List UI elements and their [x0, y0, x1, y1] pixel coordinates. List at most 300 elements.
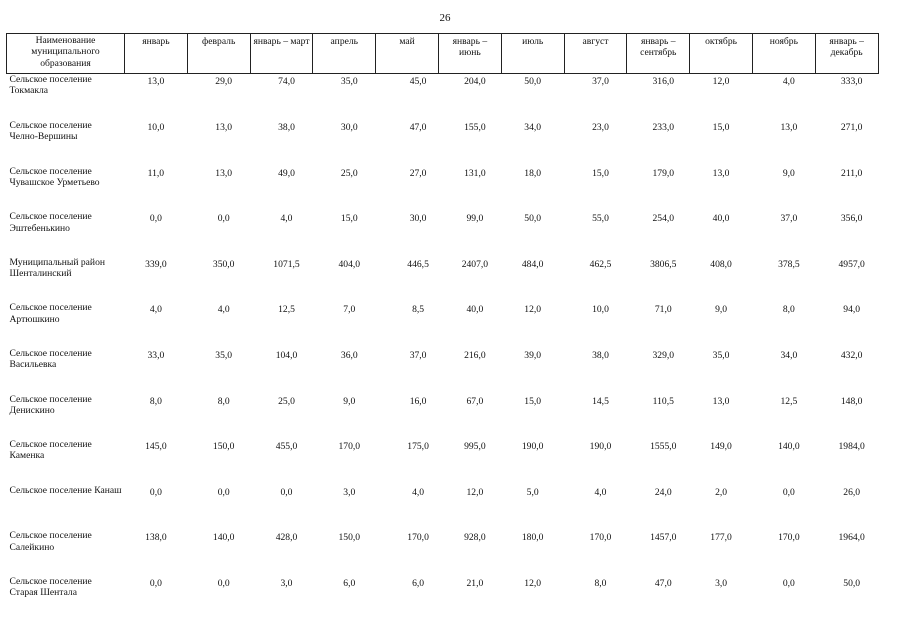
- data-table: [6, 33, 879, 622]
- row-value: 34,0: [524, 122, 542, 133]
- row-value: 170,0: [778, 532, 800, 544]
- row-value-cell: [501, 257, 564, 303]
- row-value: 204,0: [464, 76, 486, 87]
- row-value: 13,0: [147, 76, 165, 87]
- row-value-cell: [501, 120, 564, 166]
- row-value-cell: [690, 120, 753, 166]
- row-value: 138,0: [145, 532, 167, 544]
- row-value: 12,0: [524, 304, 542, 316]
- row-value: 3,0: [280, 577, 293, 589]
- row-value-cell: [313, 211, 376, 257]
- row-value: 339,0: [145, 258, 167, 270]
- table-row: [7, 74, 879, 121]
- row-name: Муниципальный район Шенталинский: [9, 256, 105, 280]
- row-value: 0,0: [782, 486, 795, 498]
- row-value-cell: [376, 257, 439, 303]
- row-value: 254,0: [652, 213, 675, 225]
- table-row: [7, 120, 879, 166]
- row-value: 0,0: [782, 577, 795, 589]
- row-value: 24,0: [654, 486, 672, 498]
- row-name: Сельское поселение Челно-Вершины: [9, 120, 92, 143]
- row-value-cell: [627, 257, 690, 303]
- column-header-month: октябрь: [690, 34, 753, 74]
- column-header-month: январь – март: [250, 34, 313, 74]
- row-value-cell: [376, 211, 439, 257]
- row-value-cell: [564, 257, 627, 303]
- row-value-cell: [564, 394, 627, 440]
- row-value: 13,0: [780, 122, 798, 133]
- row-value-cell: [376, 166, 439, 212]
- row-value: 190,0: [521, 441, 544, 453]
- row-value: 13,0: [712, 167, 730, 179]
- row-name: Сельское поселение Эштебенькино: [9, 211, 92, 234]
- row-value-cell: [752, 166, 815, 212]
- row-value-cell: [250, 302, 313, 348]
- row-value-cell: [815, 302, 878, 348]
- row-value-cell: [501, 394, 564, 440]
- row-value: 333,0: [840, 76, 863, 87]
- row-value-cell: [690, 257, 753, 303]
- row-value: 149,0: [710, 441, 732, 453]
- row-value-cell: [438, 348, 501, 394]
- row-value-cell: [690, 439, 753, 485]
- row-value-cell: [564, 211, 627, 257]
- row-value-cell: [313, 257, 376, 303]
- row-value-cell: [313, 439, 376, 485]
- row-value-cell: [187, 74, 250, 121]
- row-value-cell: [501, 576, 564, 622]
- row-value-cell: [564, 439, 627, 485]
- row-value-cell: [250, 439, 313, 485]
- table-row: [7, 211, 879, 257]
- row-value: 38,0: [278, 122, 295, 133]
- row-value: 16,0: [409, 395, 427, 407]
- row-value: 0,0: [149, 486, 162, 498]
- row-value: 11,0: [147, 167, 165, 179]
- table-row: [7, 257, 879, 303]
- row-value: 1964,0: [838, 532, 865, 544]
- row-value-cell: [125, 530, 188, 576]
- row-value: 45,0: [409, 76, 427, 87]
- row-value: 404,0: [338, 258, 361, 270]
- row-value-cell: [250, 166, 313, 212]
- row-value-cell: [627, 530, 690, 576]
- table-header-row: [7, 34, 879, 74]
- row-value: 271,0: [840, 122, 863, 133]
- row-value-cell: [564, 166, 627, 212]
- row-value: 26,0: [843, 486, 861, 498]
- column-header-month: май: [376, 34, 439, 74]
- row-value: 432,0: [840, 349, 863, 361]
- row-value: 29,0: [215, 76, 233, 87]
- row-value-cell: [501, 348, 564, 394]
- row-value-cell: [627, 348, 690, 394]
- row-value: 38,0: [592, 349, 609, 361]
- row-value: 12,5: [278, 304, 295, 316]
- row-value-cell: [627, 576, 690, 622]
- row-value: 27,0: [409, 167, 427, 179]
- row-value: 140,0: [778, 441, 800, 453]
- column-header-month: январь – июнь: [438, 34, 501, 74]
- row-value: 180,0: [521, 532, 544, 544]
- row-value: 170,0: [407, 532, 429, 544]
- row-value-cell: [501, 439, 564, 485]
- row-value-cell: [501, 211, 564, 257]
- row-value: 0,0: [280, 486, 293, 498]
- row-value-cell: [376, 530, 439, 576]
- row-value: 30,0: [409, 213, 427, 225]
- row-value-cell: [438, 166, 501, 212]
- row-value: 4,0: [217, 304, 230, 316]
- row-value: 140,0: [212, 532, 235, 544]
- row-value: 9,0: [782, 167, 795, 179]
- row-value: 47,0: [409, 122, 427, 133]
- column-header-month: январь – сентябрь: [627, 34, 690, 74]
- row-value-cell: [501, 74, 564, 121]
- row-value: 8,0: [594, 577, 607, 589]
- row-value: 3,0: [715, 577, 728, 589]
- row-name: Сельское поселение Каменка: [9, 439, 92, 462]
- row-value-cell: [125, 485, 188, 531]
- row-value-cell: [125, 348, 188, 394]
- row-value-cell: [250, 74, 313, 121]
- row-value-cell: [690, 211, 753, 257]
- row-value: 1555,0: [650, 441, 677, 453]
- row-value-cell: [501, 530, 564, 576]
- row-value: 35,0: [215, 349, 233, 361]
- table-body: [7, 74, 879, 622]
- row-value-cell: [376, 348, 439, 394]
- row-value: 12,0: [712, 76, 730, 87]
- row-value-cell: [187, 530, 250, 576]
- row-name: Сельское поселение Токмакла: [9, 74, 92, 97]
- row-value-cell: [125, 74, 188, 121]
- row-value: 179,0: [652, 167, 675, 179]
- row-value: 36,0: [340, 349, 358, 361]
- row-value-cell: [125, 394, 188, 440]
- row-value-cell: [752, 439, 815, 485]
- row-value-cell: [690, 302, 753, 348]
- row-value: 34,0: [780, 349, 798, 361]
- row-value: 13,0: [712, 395, 730, 407]
- row-value-cell: [690, 394, 753, 440]
- row-value-cell: [815, 257, 878, 303]
- row-value-cell: [125, 576, 188, 622]
- row-value-cell: [564, 576, 627, 622]
- row-value-cell: [690, 166, 753, 212]
- row-value: 0,0: [217, 213, 230, 225]
- row-value-cell: [376, 394, 439, 440]
- row-value-cell: [250, 530, 313, 576]
- row-value-cell: [250, 120, 313, 166]
- row-value-cell: [125, 211, 188, 257]
- row-value-cell: [187, 394, 250, 440]
- row-value: 2,0: [715, 486, 728, 498]
- row-value-cell: [815, 348, 878, 394]
- row-value: 408,0: [710, 258, 732, 270]
- row-value-cell: [438, 257, 501, 303]
- row-value: 150,0: [212, 441, 235, 453]
- row-value: 50,0: [524, 213, 542, 225]
- row-value: 10,0: [592, 304, 609, 316]
- row-value-cell: [438, 74, 501, 121]
- row-value-cell: [501, 166, 564, 212]
- row-value: 446,5: [407, 258, 429, 270]
- row-value: 216,0: [464, 349, 486, 361]
- row-value: 190,0: [589, 441, 612, 453]
- row-value-cell: [627, 211, 690, 257]
- row-name: Сельское поселение Денискино: [9, 393, 92, 416]
- row-value-cell: [752, 302, 815, 348]
- row-value: 13,0: [215, 167, 233, 179]
- row-name: Сельское поселение Артюшкино: [9, 302, 92, 325]
- row-value-cell: [564, 74, 627, 121]
- row-value-cell: [815, 576, 878, 622]
- row-value-cell: [313, 74, 376, 121]
- row-value: 356,0: [840, 213, 863, 225]
- row-value-cell: [627, 74, 690, 121]
- row-value-cell: [438, 576, 501, 622]
- row-value-cell: [752, 211, 815, 257]
- row-value-cell: [815, 485, 878, 531]
- row-value-cell: [125, 439, 188, 485]
- row-value: 0,0: [149, 577, 162, 589]
- table-row: [7, 485, 879, 531]
- row-value: 170,0: [338, 441, 361, 453]
- column-header-month: февраль: [187, 34, 250, 74]
- row-name: Сельское поселение Салейкино: [9, 530, 92, 553]
- row-value-cell: [564, 485, 627, 531]
- row-value: 150,0: [338, 532, 361, 544]
- row-value: 8,5: [412, 304, 425, 316]
- column-header-month: август: [564, 34, 627, 74]
- row-value-cell: [752, 348, 815, 394]
- row-value-cell: [438, 120, 501, 166]
- row-value-cell: [250, 576, 313, 622]
- row-value-cell: [125, 302, 188, 348]
- row-value: 148,0: [840, 395, 863, 407]
- row-value: 13,0: [215, 122, 233, 133]
- row-value: 15,0: [524, 395, 542, 407]
- row-value-cell: [187, 439, 250, 485]
- row-value: 30,0: [340, 122, 358, 133]
- row-value: 2407,0: [461, 258, 489, 270]
- row-value: 15,0: [712, 122, 730, 133]
- row-value: 7,0: [343, 304, 356, 316]
- row-value: 33,0: [147, 349, 165, 361]
- row-value-cell: [815, 530, 878, 576]
- row-value: 35,0: [712, 349, 730, 361]
- row-name: Сельское поселение Чувашское Урметьево: [9, 165, 100, 188]
- row-value-cell: [125, 120, 188, 166]
- table-row: [7, 576, 879, 622]
- row-value-cell: [250, 485, 313, 531]
- row-value-cell: [250, 348, 313, 394]
- row-value-cell: [564, 530, 627, 576]
- table-row: [7, 302, 879, 348]
- row-value: 37,0: [409, 349, 427, 361]
- row-value: 40,0: [712, 213, 730, 225]
- row-value-cell: [313, 530, 376, 576]
- row-value: 6,0: [412, 577, 425, 589]
- row-value-cell: [250, 394, 313, 440]
- row-value-cell: [187, 257, 250, 303]
- row-value: 40,0: [466, 304, 484, 316]
- row-value: 8,0: [782, 304, 795, 316]
- row-value-cell: [313, 166, 376, 212]
- row-value: 50,0: [843, 577, 861, 589]
- row-value: 6,0: [343, 577, 356, 589]
- row-value: 99,0: [466, 213, 484, 225]
- row-value-cell: [564, 348, 627, 394]
- row-value-cell: [125, 257, 188, 303]
- row-value-cell: [564, 302, 627, 348]
- table-row: [7, 348, 879, 394]
- table-row: [7, 166, 879, 212]
- row-value: 25,0: [340, 167, 358, 179]
- row-value-cell: [438, 485, 501, 531]
- row-value: 316,0: [652, 76, 675, 87]
- row-value: 8,0: [217, 395, 230, 407]
- row-value: 155,0: [464, 122, 486, 133]
- page-number: 26: [439, 12, 451, 24]
- row-value-cell: [438, 439, 501, 485]
- row-value: 211,0: [841, 167, 863, 179]
- row-value-cell: [313, 485, 376, 531]
- row-value-cell: [376, 485, 439, 531]
- row-value: 37,0: [780, 213, 798, 225]
- row-value: 4,0: [149, 304, 162, 316]
- row-value-cell: [187, 302, 250, 348]
- row-value: 1984,0: [838, 441, 865, 453]
- row-value: 55,0: [592, 213, 609, 225]
- row-value-cell: [564, 120, 627, 166]
- column-header-month: январь – декабрь: [815, 34, 878, 74]
- row-value: 67,0: [466, 395, 484, 407]
- row-value: 47,0: [654, 577, 672, 589]
- row-value-cell: [313, 348, 376, 394]
- row-value: 37,0: [592, 76, 609, 87]
- row-value: 145,0: [145, 441, 167, 453]
- row-value-cell: [627, 394, 690, 440]
- row-name: Сельское поселение Старая Шентала: [9, 575, 92, 599]
- column-header-name: Наименование муниципального образования: [7, 34, 125, 74]
- row-value: 35,0: [340, 76, 358, 87]
- row-value: 94,0: [843, 304, 861, 316]
- row-value-cell: [187, 211, 250, 257]
- row-value-cell: [752, 120, 815, 166]
- row-value: 455,0: [275, 441, 298, 453]
- row-value-cell: [815, 120, 878, 166]
- row-value: 12,5: [780, 395, 798, 407]
- row-value: 104,0: [275, 349, 298, 361]
- row-value-cell: [752, 485, 815, 531]
- row-value: 0,0: [149, 213, 162, 225]
- row-value: 10,0: [147, 122, 165, 133]
- row-value: 4957,0: [838, 258, 865, 270]
- row-value-cell: [187, 485, 250, 531]
- row-value-cell: [690, 348, 753, 394]
- row-value: 18,0: [524, 167, 542, 179]
- row-value-cell: [752, 74, 815, 121]
- row-value: 462,5: [589, 258, 612, 270]
- row-value-cell: [438, 302, 501, 348]
- row-value: 39,0: [524, 349, 542, 361]
- row-value: 4,0: [280, 213, 293, 225]
- row-value-cell: [690, 485, 753, 531]
- row-value: 23,0: [592, 122, 609, 133]
- row-value-cell: [313, 394, 376, 440]
- row-value-cell: [187, 120, 250, 166]
- row-value: 378,5: [778, 258, 800, 270]
- row-value: 4,0: [412, 486, 425, 498]
- row-name: Сельское поселение Канаш: [9, 484, 122, 496]
- row-value-cell: [815, 74, 878, 121]
- row-value-cell: [376, 302, 439, 348]
- row-value-cell: [376, 576, 439, 622]
- row-value-cell: [250, 211, 313, 257]
- row-value: 21,0: [466, 577, 484, 589]
- column-header-month: июль: [501, 34, 564, 74]
- column-header-month: апрель: [313, 34, 376, 74]
- row-value-cell: [690, 530, 753, 576]
- row-value-cell: [501, 485, 564, 531]
- row-value-cell: [815, 439, 878, 485]
- row-value: 350,0: [212, 258, 235, 270]
- row-value: 9,0: [343, 395, 356, 407]
- row-value-cell: [627, 166, 690, 212]
- row-value-cell: [250, 257, 313, 303]
- row-value: 1457,0: [650, 532, 677, 544]
- row-value: 175,0: [407, 441, 429, 453]
- row-value: 0,0: [217, 577, 230, 589]
- row-value: 50,0: [524, 76, 542, 87]
- row-value: 5,0: [526, 486, 539, 498]
- row-value: 928,0: [464, 532, 486, 544]
- row-value-cell: [752, 576, 815, 622]
- column-header-month: ноябрь: [752, 34, 815, 74]
- row-value-cell: [313, 120, 376, 166]
- row-value-cell: [438, 530, 501, 576]
- row-value: 131,0: [464, 167, 486, 179]
- row-value: 110,5: [652, 395, 674, 407]
- row-value: 329,0: [652, 349, 675, 361]
- row-value: 25,0: [278, 395, 295, 407]
- row-value-cell: [187, 166, 250, 212]
- row-value: 12,0: [524, 577, 542, 589]
- row-value: 4,0: [594, 486, 607, 498]
- row-value: 177,0: [710, 532, 732, 544]
- column-header-month: январь: [125, 34, 188, 74]
- row-value: 74,0: [278, 76, 295, 87]
- row-value-cell: [501, 302, 564, 348]
- row-value-cell: [815, 166, 878, 212]
- table-row: [7, 394, 879, 440]
- row-value: 49,0: [278, 167, 295, 179]
- row-value-cell: [752, 530, 815, 576]
- row-value-cell: [125, 166, 188, 212]
- row-name: Сельское поселение Васильевка: [9, 347, 92, 371]
- row-value-cell: [815, 394, 878, 440]
- row-value: 0,0: [217, 486, 230, 498]
- row-value-cell: [187, 348, 250, 394]
- row-value: 9,0: [715, 304, 728, 316]
- row-value: 8,0: [149, 395, 162, 407]
- row-value-cell: [376, 439, 439, 485]
- row-value: 71,0: [654, 304, 672, 316]
- row-value-cell: [627, 485, 690, 531]
- row-value-cell: [313, 576, 376, 622]
